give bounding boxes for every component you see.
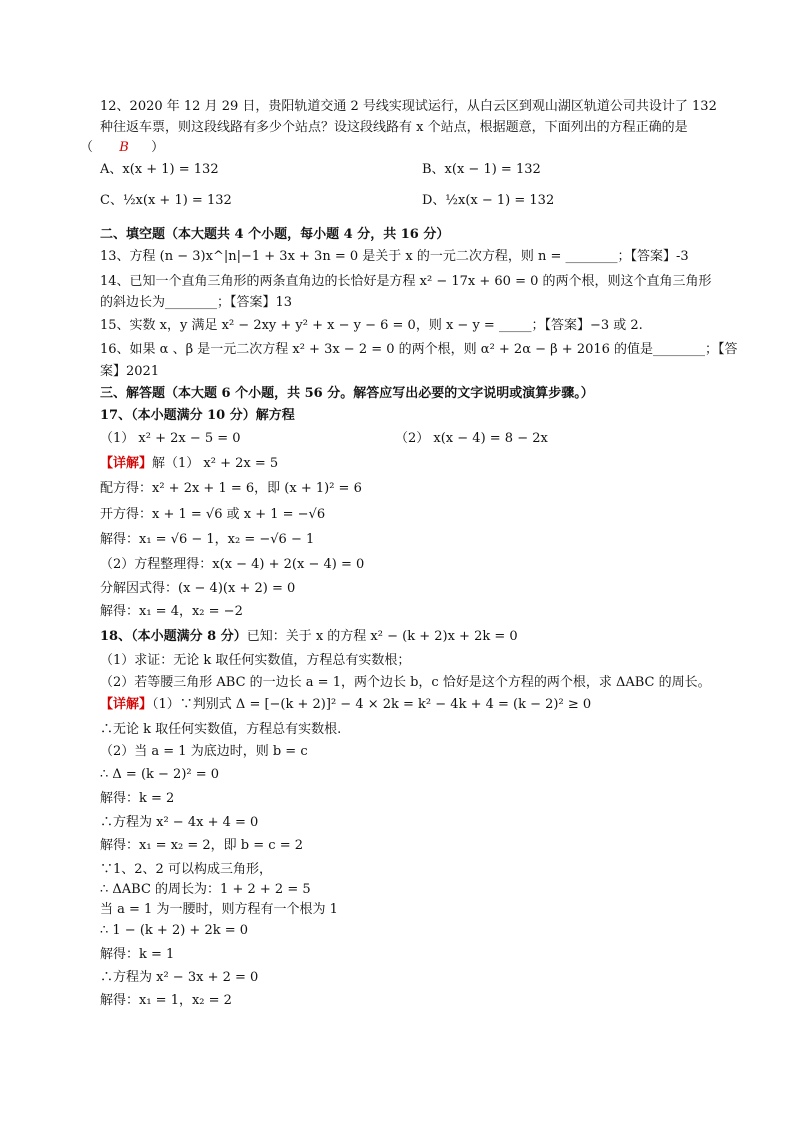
q18-title: 18、（本小题满分 8 分） [100, 629, 247, 644]
option-d: D、½x(x − 1) = 132 [422, 193, 555, 208]
q18-sub1: （1）求证：无论 k 取任何实数值，方程总有实数根； [100, 653, 411, 668]
q12-answer-row [80, 139, 164, 157]
q18-title-rest: 已知：关于 x 的方程 x² − (k + 2)x + 2k = 0 [246, 629, 518, 644]
q17-step-6: 分解因式得：(x − 4)(x + 2) = 0 [100, 581, 296, 596]
option-a: A、x(x + 1) = 132 [100, 162, 219, 177]
q18-step-2: （2）当 a = 1 为底边时，则 b = c [100, 744, 308, 759]
option-c: C、½x(x + 1) = 132 [100, 193, 232, 208]
q18-step-4: 解得：k = 2 [100, 791, 175, 806]
q18-step-10: ∴ 1 − (k + 2) + 2k = 0 [100, 923, 249, 938]
q14-line1: 14、已知一个直角三角形的两条直角边的长恰好是方程 x² − 17x + 60 = 0 的两个根，则这个直角三角形 [100, 274, 712, 289]
q18-step-13: 解得：x₁ = 1，x₂ = 2 [100, 993, 232, 1008]
q17-step-1: 解（1） x² + 2x = 5 [152, 456, 279, 471]
section2-title: 二、填空题（本大题共 4 个小题，每小题 4 分，共 16 分） [100, 227, 450, 242]
q17-part1: （1） x² + 2x − 5 = 0 [100, 431, 241, 446]
q16-line2: 案】2021 [100, 364, 160, 379]
q18-step-11: 解得：k = 1 [100, 947, 175, 962]
q18-solution-line1 [100, 696, 591, 714]
q12-line1: 12、2020 年 12 月 29 日，贵阳轨道交通 2 号线实现试运行，从白云区到观山湖区轨道公司共设计了 132 [100, 99, 717, 114]
option-b: B、x(x − 1) = 132 [422, 162, 541, 177]
q16-line1: 16、如果 α 、β 是一元二次方程 x² + 3x − 2 = 0 的两个根，则 α² + 2α − β + 2016 的值是________；【答 [100, 342, 738, 357]
q18-first-step: （1）∵判别式 Δ = [−(k + 2)]² − 4 × 2k = k² − 4k + 4 = (k − 2)² ≥ 0 [152, 697, 592, 712]
q17-detail-tag: 【详解】 [100, 456, 153, 471]
paren-close: ） [151, 140, 165, 155]
q15-text: 15、实数 x，y 满足 x² − 2xy + y² + x − y − 6 = 0，则 x − y = _____；【答案】−3 或 2. [100, 318, 643, 333]
q12-line2: 种往返车票，则这段线路有多少个站点？设这段线路有 x 个站点，根据题意，下面列出的方程正确的是 [100, 120, 688, 135]
q17-step-2: 配方得：x² + 2x + 1 = 6，即 (x + 1)² = 6 [100, 481, 362, 496]
q18-detail-tag: 【详解】 [100, 697, 153, 712]
section3-title: 三、解答题（本大题 6 个小题，共 56 分。解答应写出必要的文字说明或演算步骤。） [100, 386, 594, 401]
q17-step-7: 解得：x₁ = 4，x₂ = −2 [100, 604, 243, 619]
q18-step-9: 当 a = 1 为一腰时，则方程有一个根为 1 [100, 902, 338, 917]
q17-step-3: 开方得：x + 1 = √6 或 x + 1 = −√6 [100, 507, 326, 522]
q18-step-12: ∴方程为 x² − 3x + 2 = 0 [100, 970, 259, 985]
q14-line2: 的斜边长为________；【答案】13 [100, 295, 293, 310]
paren-open: （ [80, 140, 94, 155]
q17-step-5: （2）方程整理得：x(x − 4) + 2(x − 4) = 0 [100, 557, 365, 572]
q12-answer: B [119, 140, 129, 155]
q18-step-8: ∴ ΔABC 的周长为：1 + 2 + 2 = 5 [100, 882, 311, 897]
q18-step-5: ∴方程为 x² − 4x + 4 = 0 [100, 815, 259, 830]
q17-solution-line1 [100, 455, 278, 473]
q18-step-7: ∵1、2、2 可以构成三角形， [100, 862, 272, 877]
q18-title-line [100, 628, 518, 646]
q17-step-4: 解得：x₁ = √6 − 1，x₂ = −√6 − 1 [100, 532, 315, 547]
q18-sub2: （2）若等腰三角形 ABC 的一边长 a = 1，两个边长 b，c 恰好是这个方程的两个根，求 ΔABC 的周长。 [100, 675, 711, 690]
q17-part2: （2） x(x − 4) = 8 − 2x [395, 431, 548, 446]
q18-step-3: ∴ Δ = (k − 2)² = 0 [100, 767, 220, 782]
q18-step-1: ∴无论 k 取任何实数值，方程总有实数根. [100, 722, 342, 737]
q17-title: 17、（本小题满分 10 分）解方程 [100, 408, 295, 423]
q13-text: 13、方程 (n − 3)x^|n|−1 + 3x + 3n = 0 是关于 x 的一元二次方程，则 n = ________；【答案】-3 [100, 249, 689, 264]
q18-step-6: 解得：x₁ = x₂ = 2，即 b = c = 2 [100, 838, 303, 853]
